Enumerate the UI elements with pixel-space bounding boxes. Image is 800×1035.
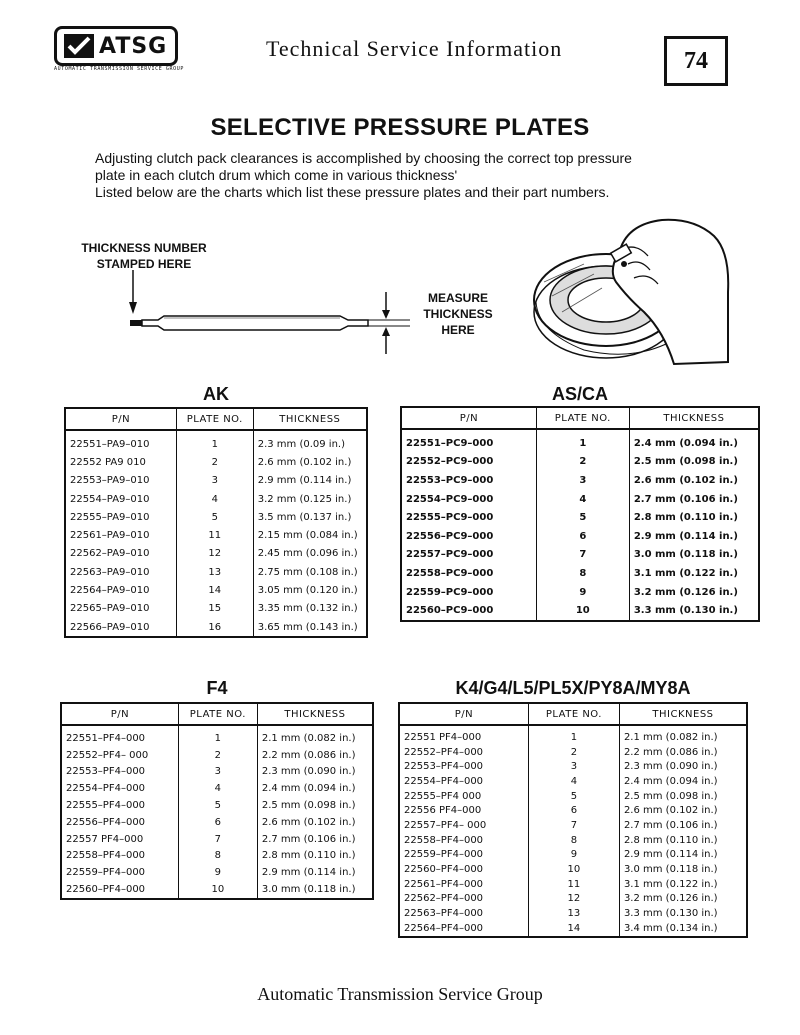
plate-number-cell: 7 [178,831,257,848]
part-number-cell: 22554–PF4–000 [399,774,528,789]
hand-measuring-illustration [524,212,736,370]
plate-number-cell: 16 [176,618,253,637]
table-row [61,881,373,899]
plate-number-cell: 13 [176,563,253,581]
plate-number-cell: 2 [528,745,619,760]
part-number-cell: 22551–PA9–010 [65,430,176,453]
intro-text [95,150,735,201]
thickness-cell: 2.5 mm (0.098 in.) [619,789,747,804]
part-number-cell: 22553–PF4–000 [61,764,178,781]
thickness-cell: 3.1 mm (0.122 in.) [619,877,747,892]
part-number-cell: 22559–PF4–000 [399,848,528,863]
asca-table-title: AS/CA [551,384,608,404]
plate-number-cell: 9 [536,583,629,602]
thickness-cell: 3.2 mm (0.126 in.) [619,892,747,907]
thickness-cell: 2.1 mm (0.082 in.) [619,725,747,745]
thickness-cell: 3.3 mm (0.130 in.) [629,601,759,621]
thickness-cell: 2.5 mm (0.098 in.) [257,797,373,814]
part-number-cell: 22558–PF4–000 [399,833,528,848]
part-number-cell: 22555–PC9–000 [401,508,536,527]
part-number-cell: 22551–PF4–000 [61,725,178,747]
table-row [401,527,759,546]
thickness-cell: 2.6 mm (0.102 in.) [619,803,747,818]
plate-number-cell: 8 [536,564,629,583]
part-number-cell: 22556–PC9–000 [401,527,536,546]
part-number-cell: 22565–PA9–010 [65,600,176,618]
plate-number-cell: 7 [536,546,629,565]
part-number-cell: 22562–PA9–010 [65,545,176,563]
pressure-plate-cross-section [120,270,420,360]
table-row [61,797,373,814]
part-number-cell: 22564–PA9–010 [65,581,176,599]
table-row [401,453,759,472]
plate-number-cell: 3 [536,471,629,490]
table-row [65,472,367,490]
thickness-cell: 3.2 mm (0.125 in.) [253,490,367,508]
column-header: P/N [401,407,536,429]
thickness-cell: 3.05 mm (0.120 in.) [253,581,367,599]
thickness-cell: 2.1 mm (0.082 in.) [257,725,373,747]
table-row [401,508,759,527]
plate-number-cell: 4 [528,774,619,789]
table-row [61,864,373,881]
asca-table-body [401,429,759,621]
k4-table [398,702,748,938]
thickness-cell: 2.6 mm (0.102 in.) [253,453,367,471]
plate-number-cell: 6 [528,803,619,818]
table-header-row [401,407,759,429]
thickness-cell: 3.4 mm (0.134 in.) [619,921,747,937]
thickness-cell: 3.0 mm (0.118 in.) [257,881,373,899]
part-number-cell: 22561–PA9–010 [65,526,176,544]
part-number-cell: 22556 PF4–000 [399,803,528,818]
table-row [61,814,373,831]
table-header-row [61,703,373,725]
part-number-cell: 22562–PF4–000 [399,892,528,907]
f4-table-title: F4 [206,678,228,698]
table-row [401,429,759,453]
thickness-cell: 2.9 mm (0.114 in.) [253,472,367,490]
column-header: THICKNESS [619,703,747,725]
thickness-cell: 2.7 mm (0.106 in.) [619,818,747,833]
part-number-cell: 22552–PC9–000 [401,453,536,472]
part-number-cell: 22554–PC9–000 [401,490,536,509]
plate-number-cell: 11 [176,526,253,544]
plate-number-cell: 9 [178,864,257,881]
intro-line: Adjusting clutch pack clearances is accomplished by choosing the correct top pressure [95,150,632,166]
table-header-row [65,408,367,430]
part-number-cell: 22551 PF4–000 [399,725,528,745]
asca-table [400,406,760,622]
plate-number-cell: 4 [536,490,629,509]
plate-number-cell: 1 [536,429,629,453]
table-row [399,725,747,745]
column-header: THICKNESS [257,703,373,725]
part-number-cell: 22555–PF4–000 [61,797,178,814]
part-number-cell: 22566–PA9–010 [65,618,176,637]
part-number-cell: 22556–PF4–000 [61,814,178,831]
thickness-cell: 2.8 mm (0.110 in.) [629,508,759,527]
thickness-cell: 3.2 mm (0.126 in.) [629,583,759,602]
thickness-cell: 3.1 mm (0.122 in.) [629,564,759,583]
table-row [65,508,367,526]
table-header-row [399,703,747,725]
plate-number-cell: 8 [178,848,257,865]
column-header: PLATE NO. [176,408,253,430]
table-row [65,453,367,471]
thickness-cell: 3.3 mm (0.130 in.) [619,906,747,921]
page-number: 74 [664,36,728,86]
part-number-cell: 22552–PF4– 000 [61,747,178,764]
thickness-cell: 2.9 mm (0.114 in.) [629,527,759,546]
part-number-cell: 22554–PA9–010 [65,490,176,508]
column-header: PLATE NO. [178,703,257,725]
table-row [399,862,747,877]
plate-number-cell: 11 [528,877,619,892]
thickness-cell: 2.6 mm (0.102 in.) [629,471,759,490]
part-number-cell: 22560–PF4–000 [61,881,178,899]
plate-number-cell: 10 [528,862,619,877]
plate-number-cell: 12 [176,545,253,563]
plate-number-cell: 6 [178,814,257,831]
plate-number-cell: 6 [536,527,629,546]
plate-number-cell: 5 [178,797,257,814]
plate-number-cell: 2 [536,453,629,472]
stamp-label-line: STAMPED HERE [96,257,192,271]
table-row [61,831,373,848]
table-row [65,600,367,618]
measure-label-line: THICKNESS [423,307,493,321]
part-number-cell: 22564–PF4–000 [399,921,528,937]
table-row [399,892,747,907]
table-row [61,747,373,764]
table-row [401,546,759,565]
part-number-cell: 22552 PA9 010 [65,453,176,471]
atsg-logo [54,26,178,66]
part-number-cell: 22553–PF4–000 [399,759,528,774]
plate-number-cell: 10 [536,601,629,621]
table-row [399,833,747,848]
part-number-cell: 22560–PF4–000 [399,862,528,877]
plate-number-cell: 14 [528,921,619,937]
table-row [401,490,759,509]
thickness-cell: 2.45 mm (0.096 in.) [253,545,367,563]
header-title: Technical Service Information [266,36,563,61]
measure-label-line: HERE [441,323,475,337]
column-header: PLATE NO. [528,703,619,725]
column-header: THICKNESS [629,407,759,429]
plate-number-cell: 9 [528,848,619,863]
measure-label [410,290,506,338]
page-title: SELECTIVE PRESSURE PLATES [210,114,590,141]
thickness-cell: 2.3 mm (0.090 in.) [619,759,747,774]
column-header: PLATE NO. [536,407,629,429]
table-row [61,848,373,865]
plate-number-cell: 7 [528,818,619,833]
part-number-cell: 22554–PF4–000 [61,780,178,797]
measure-label-line: MEASURE [427,291,488,305]
thickness-cell: 2.4 mm (0.094 in.) [629,429,759,453]
plate-number-cell: 3 [528,759,619,774]
thickness-cell: 3.5 mm (0.137 in.) [253,508,367,526]
part-number-cell: 22558–PF4–000 [61,848,178,865]
ak-table-title: AK [203,384,229,404]
part-number-cell: 22557–PF4– 000 [399,818,528,833]
part-number-cell: 22555–PF4 000 [399,789,528,804]
table-row [399,789,747,804]
plate-number-cell: 8 [528,833,619,848]
part-number-cell: 22553–PC9–000 [401,471,536,490]
table-row [61,764,373,781]
intro-line: Listed below are the charts which list these pressure plates and their part numbers. [95,184,610,200]
ak-table-body [65,430,367,637]
table-row [65,545,367,563]
thickness-cell: 2.5 mm (0.098 in.) [629,453,759,472]
thickness-cell: 2.9 mm (0.114 in.) [257,864,373,881]
plate-number-cell: 4 [176,490,253,508]
plate-number-cell: 2 [178,747,257,764]
stamp-label [62,240,226,272]
plate-number-cell: 3 [178,764,257,781]
plate-number-cell: 13 [528,906,619,921]
table-row [399,803,747,818]
thickness-cell: 2.7 mm (0.106 in.) [257,831,373,848]
table-row [399,774,747,789]
column-header: P/N [61,703,178,725]
thickness-cell: 2.75 mm (0.108 in.) [253,563,367,581]
table-row [399,877,747,892]
logo-text: ATSG [99,33,168,59]
table-row [401,471,759,490]
plate-number-cell: 15 [176,600,253,618]
part-number-cell: 22557 PF4–000 [61,831,178,848]
footer: Automatic Transmission Service Group [257,984,543,1004]
plate-number-cell: 5 [536,508,629,527]
intro-line: plate in each clutch drum which come in various thickness' [95,167,458,183]
thickness-cell: 2.8 mm (0.110 in.) [619,833,747,848]
table-row [401,583,759,602]
part-number-cell: 22560–PC9–000 [401,601,536,621]
plate-number-cell: 4 [178,780,257,797]
part-number-cell: 22559–PC9–000 [401,583,536,602]
plate-number-cell: 5 [176,508,253,526]
thickness-cell: 2.8 mm (0.110 in.) [257,848,373,865]
thickness-cell: 2.2 mm (0.086 in.) [619,745,747,760]
table-row [399,848,747,863]
plate-number-cell: 5 [528,789,619,804]
table-row [61,725,373,747]
logo-subtitle: AUTOMATIC TRANSMISSION SERVICE GROUP [54,66,184,72]
part-number-cell: 22561–PF4–000 [399,877,528,892]
thickness-cell: 2.4 mm (0.094 in.) [619,774,747,789]
thickness-cell: 2.6 mm (0.102 in.) [257,814,373,831]
column-header: THICKNESS [253,408,367,430]
part-number-cell: 22563–PF4–000 [399,906,528,921]
table-row [65,581,367,599]
plate-number-cell: 1 [176,430,253,453]
table-row [65,618,367,637]
k4-table-title: K4/G4/L5/PL5X/PY8A/MY8A [455,678,691,698]
f4-table-body [61,725,373,899]
thickness-cell: 2.2 mm (0.086 in.) [257,747,373,764]
plate-number-cell: 10 [178,881,257,899]
table-row [65,490,367,508]
thickness-cell: 3.0 mm (0.118 in.) [629,546,759,565]
thickness-cell: 3.65 mm (0.143 in.) [253,618,367,637]
part-number-cell: 22557–PC9–000 [401,546,536,565]
k4-table-body [399,725,747,937]
column-header: P/N [399,703,528,725]
table-row [401,601,759,621]
part-number-cell: 22553–PA9–010 [65,472,176,490]
table-row [399,745,747,760]
part-number-cell: 22563–PA9–010 [65,563,176,581]
plate-number-cell: 14 [176,581,253,599]
table-row [399,759,747,774]
stamp-label-line: THICKNESS NUMBER [81,241,207,255]
table-row [401,564,759,583]
f4-table [60,702,374,900]
thickness-cell: 2.15 mm (0.084 in.) [253,526,367,544]
thickness-cell: 2.9 mm (0.114 in.) [619,848,747,863]
table-row [61,780,373,797]
plate-number-cell: 12 [528,892,619,907]
thickness-cell: 3.0 mm (0.118 in.) [619,862,747,877]
table-row [399,921,747,937]
part-number-cell: 22551–PC9–000 [401,429,536,453]
table-row [399,818,747,833]
table-row [65,563,367,581]
plate-number-cell: 1 [178,725,257,747]
thickness-cell: 3.35 mm (0.132 in.) [253,600,367,618]
table-row [399,906,747,921]
checkmark-logo-icon [63,32,95,60]
plate-number-cell: 1 [528,725,619,745]
part-number-cell: 22558–PC9–000 [401,564,536,583]
thickness-cell: 2.7 mm (0.106 in.) [629,490,759,509]
thickness-cell: 2.4 mm (0.094 in.) [257,780,373,797]
table-row [65,526,367,544]
part-number-cell: 22555–PA9–010 [65,508,176,526]
part-number-cell: 22559–PF4–000 [61,864,178,881]
thickness-cell: 2.3 mm (0.090 in.) [257,764,373,781]
table-row [65,430,367,453]
plate-number-cell: 2 [176,453,253,471]
thickness-cell: 2.3 mm (0.09 in.) [253,430,367,453]
ak-table [64,407,368,638]
column-header: P/N [65,408,176,430]
plate-number-cell: 3 [176,472,253,490]
part-number-cell: 22552–PF4–000 [399,745,528,760]
